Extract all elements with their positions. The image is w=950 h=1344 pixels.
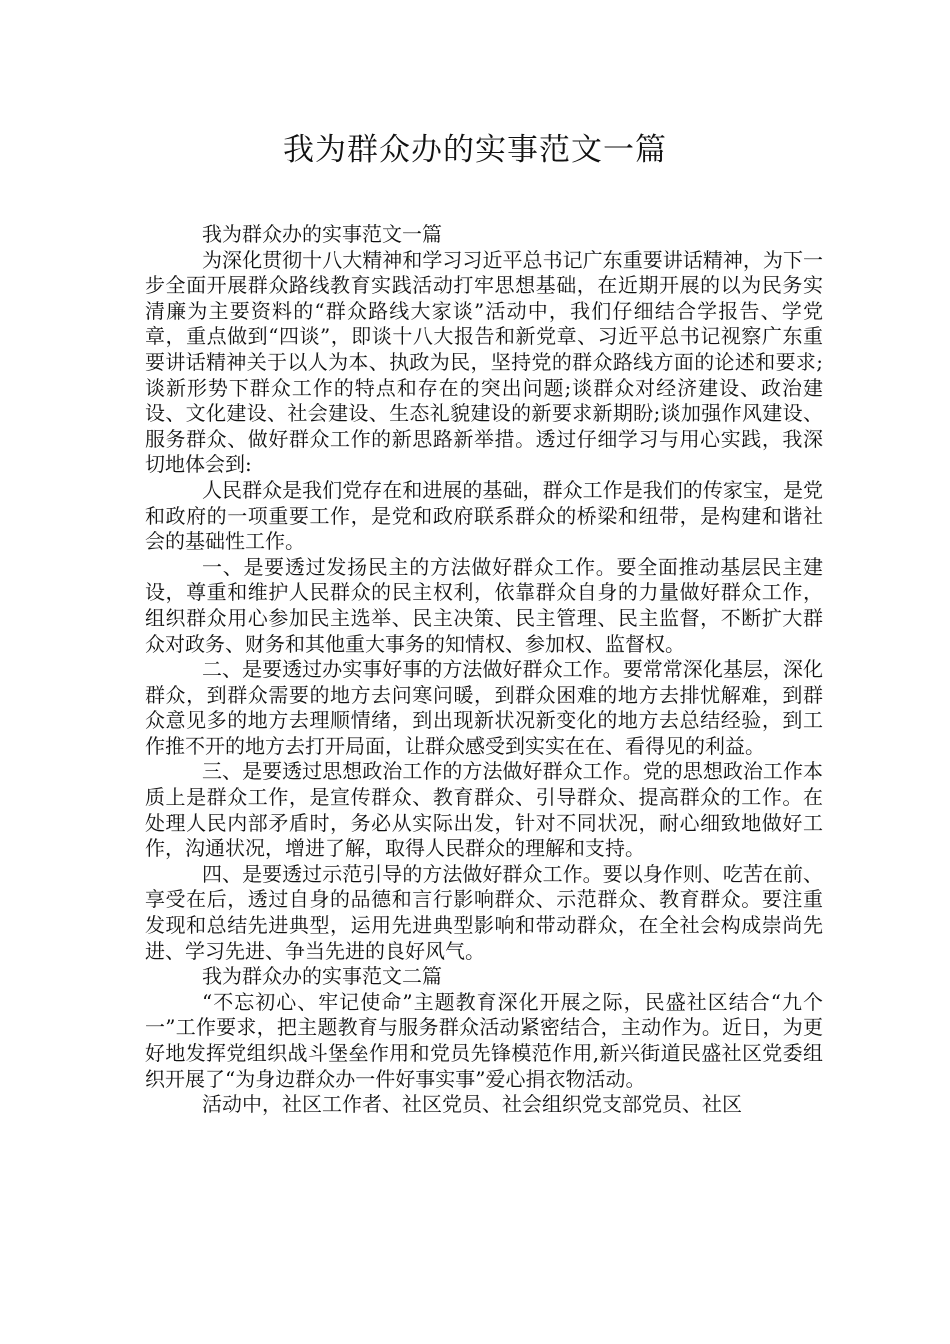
body-paragraph-activity-detail: 活动中，社区工作者、社区党员、社会组织党支部党员、社区 <box>202 1092 742 1117</box>
document-body <box>145 222 823 1118</box>
body-paragraph-activity: “不忘初心、牢记使命”主题教育深化开展之际，民盛社区结合“九个一”工作要求，把主题教育与服务群众活动紧密结合，主动作为。近日，为更好地发挥党组织战斗堡垒作用和党员先锋模范作用,新兴街道民盛社区党委组织开展了“为身边群众办一件好事实事”爱心捐衣物活动。 <box>145 989 823 1091</box>
document-title: 我为群众办的实事范文一篇 <box>283 132 667 168</box>
body-paragraph-point-1: 一、是要透过发扬民主的方法做好群众工作。要全面推动基层民主建设，尊重和维护人民群众的民主权利，依靠群众自身的力量做好群众工作，组织群众用心参加民主选举、民主决策、民主管理、民主监督，不断扩大群众对政务、财务和其他重大事务的知情权、参加权、监督权。 <box>145 554 823 656</box>
body-paragraph-point-2: 二、是要透过办实事好事的方法做好群众工作。要常常深化基层，深化群众，到群众需要的地方去问寒问暖，到群众困难的地方去排忧解难，到群众意见多的地方去理顺情绪，到出现新状况新变化的地方去总结经验，到工作推不开的地方去打开局面，让群众感受到实实在在、看得见的利益。 <box>145 657 823 758</box>
body-paragraph-point-3: 三、是要透过思想政治工作的方法做好群众工作。党的思想政治工作本质上是群众工作，是宣传群众、教育群众、引导群众、提高群众的工作。在处理人民内部矛盾时，务必从实际出发，针对不同状况，耐心细致地做好工作，沟通状况，增进了解，取得人民群众的理解和支持。 <box>145 759 823 861</box>
body-paragraph-subtitle-2: 我为群众办的实事范文二篇 <box>202 964 442 989</box>
body-paragraph-intro: 为深化贯彻十八大精神和学习习近平总书记广东重要讲话精神，为下一步全面开展群众路线教育实践活动打牢思想基础，在近期开展的以为民务实清廉为主要资料的“群众路线大家谈”活动中，我们仔细结合学报告、学党章，重点做到“四谈”，即谈十八大报告和新党章、习近平总书记视察广东重要讲话精神关于以人为本、执政为民，坚持党的群众路线方面的论述和要求;谈新形势下群众工作的特点和存在的突出问题;谈群众对经济建设、政治建设、文化建设、社会建设、生态礼貌建设的新要求新期盼;谈加强作风建设、服务群众、做好群众工作的新思路新举措。透过仔细学习与用心实践，我深切地体会到: <box>145 247 823 477</box>
body-paragraph-subtitle-1: 我为群众办的实事范文一篇 <box>202 222 442 246</box>
body-paragraph-point-4: 四、是要透过示范引导的方法做好群众工作。要以身作则、吃苦在前、享受在后，透过自身的品德和言行影响群众、示范群众、教育群众。要注重发现和总结先进典型，运用先进典型影响和带动群众，在全社会构成崇尚先进、学习先进、争当先进的良好风气。 <box>145 861 823 963</box>
body-paragraph-foundation: 人民群众是我们党存在和进展的基础，群众工作是我们的传家宝，是党和政府的一项重要工作，是党和政府联系群众的桥梁和纽带，是构建和谐社会的基础性工作。 <box>145 477 823 554</box>
